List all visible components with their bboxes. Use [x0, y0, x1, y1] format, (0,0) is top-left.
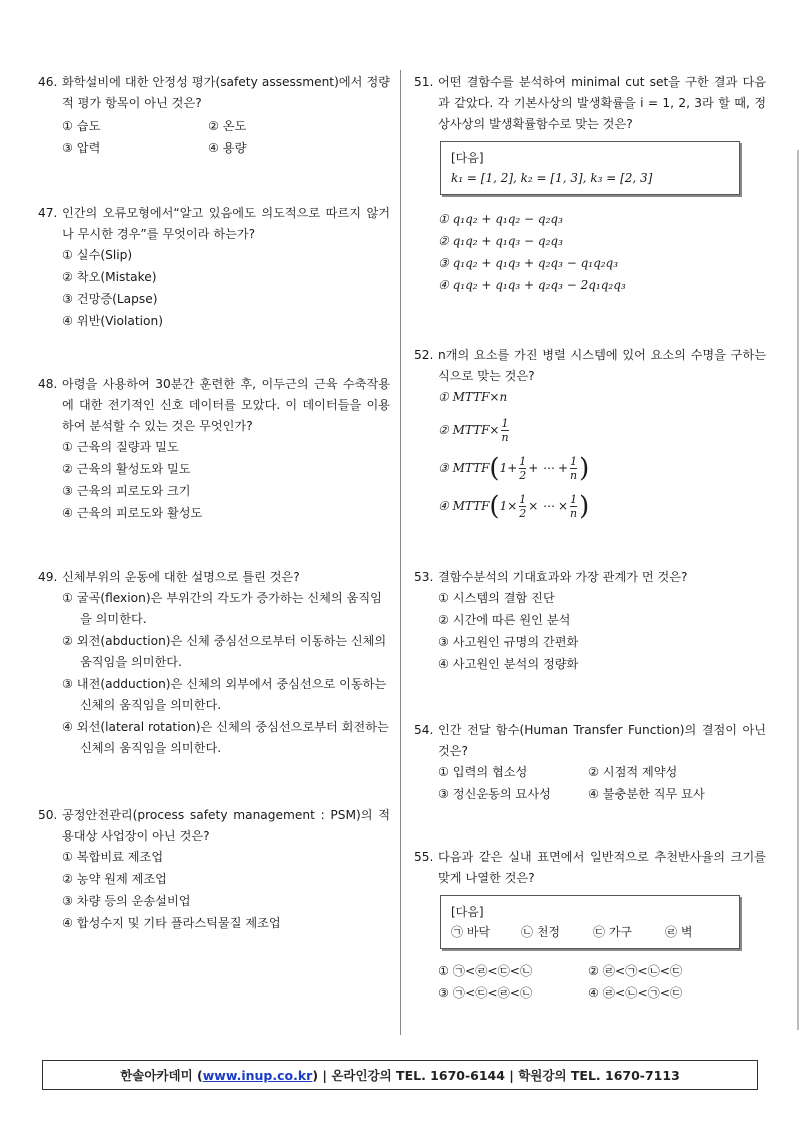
option-2[interactable]: ② ㉣<㉠<㉡<㉢ — [588, 964, 683, 978]
option-2[interactable]: ② 근육의 활성도와 밀도 — [62, 462, 191, 476]
question-52 — [414, 345, 766, 525]
option-3[interactable]: ③ 압력 — [62, 141, 101, 155]
question-number: 49. — [38, 570, 58, 584]
option-1[interactable]: ① 시스템의 결함 진단 — [438, 591, 555, 605]
question-53 — [414, 567, 766, 676]
option-4[interactable]: ④ ㉣<㉡<㉠<㉢ — [588, 986, 683, 1000]
question-50 — [38, 805, 390, 935]
option-2[interactable]: ② q₁q₂ + q₁q₃ − q₂q₃ — [438, 234, 563, 248]
option-4[interactable]: ④ 외선(lateral rotation)은 신체의 중심선으로부터 회전하는 신체의 움직임을 의미한다. — [62, 720, 389, 755]
option-1[interactable]: ① ㉠<㉣<㉢<㉡ — [438, 964, 533, 978]
option-2[interactable]: ② 시점적 제약성 — [588, 765, 678, 779]
option-1[interactable]: ① 복합비료 제조업 — [62, 850, 164, 864]
question-54 — [414, 720, 766, 806]
option-3[interactable]: ③ 정신운동의 묘사성 — [438, 787, 551, 801]
question-text: 인간 전달 함수(Human Transfer Function)의 결점이 아닌 것은? — [438, 723, 766, 758]
option-4[interactable]: ④ q₁q₂ + q₁q₃ + q₂q₃ − 2q₁q₂q₃ — [438, 278, 626, 292]
option-1[interactable]: ① 굴곡(flexion)은 부위간의 각도가 증가하는 신체의 움직임을 의미한다. — [62, 591, 382, 626]
website-link[interactable]: www.inup.co.kr — [202, 1068, 313, 1083]
question-48 — [38, 374, 390, 525]
option-3[interactable]: ③ MTTF(1+ $\frac{1}{2}$ + ⋯ + $\frac{1}{n}$ ) — [438, 453, 590, 484]
question-number: 51. — [414, 75, 434, 89]
option-2[interactable]: ② 농약 원제 제조업 — [62, 872, 167, 886]
option-2[interactable]: ② 시간에 따른 원인 분석 — [438, 613, 571, 627]
box-item-ceiling: ㉡ 천정 — [521, 925, 560, 939]
option-1[interactable]: ① 실수(Slip) — [62, 248, 133, 262]
question-number: 52. — [414, 348, 434, 362]
question-51 — [414, 72, 766, 297]
option-4[interactable]: ④ 근육의 피로도와 활성도 — [62, 506, 203, 520]
question-text: 어떤 결함수를 분석하여 minimal cut set을 구한 결과 다음과 같았다. 각 기본사상의 발생확률을 i = 1, 2, 3라 할 때, 정상사상의 발생확률함수로 맞는 것은? — [438, 75, 766, 131]
question-46 — [38, 72, 390, 160]
question-text: 신체부위의 운동에 대한 설명으로 틀린 것은? — [62, 570, 300, 584]
option-3[interactable]: ③ 건망증(Lapse) — [62, 292, 158, 306]
box-item-furniture: ㉢ 가구 — [593, 925, 632, 939]
page-edge-line — [797, 150, 799, 1030]
option-3[interactable]: ③ q₁q₂ + q₁q₃ + q₂q₃ − q₁q₂q₃ — [438, 256, 619, 270]
question-number: 48. — [38, 377, 58, 391]
question-text: 화학설비에 대한 안정성 평가(safety assessment)에서 정량적 평가 항목이 아닌 것은? — [62, 75, 390, 110]
question-text: 다음과 같은 실내 표면에서 일반적으로 추천반사율의 크기를 맞게 나열한 것은? — [438, 850, 766, 885]
contact-info: ) | 온라인강의 TEL. 1670-6144 | 학원강의 TEL. 1670-7113 — [312, 1068, 680, 1083]
option-2[interactable]: ② 착오(Mistake) — [62, 270, 157, 284]
question-number: 54. — [414, 723, 434, 737]
option-3[interactable]: ③ 근육의 피로도와 크기 — [62, 484, 191, 498]
box-content: k₁ = [1, 2], k₂ = [1, 3], k₃ = [2, 3] — [451, 171, 653, 185]
option-3[interactable]: ③ 사고원인 규명의 간편화 — [438, 635, 579, 649]
option-2[interactable]: ② 외전(abduction)은 신체 중심선으로부터 이동하는 신체의 움직임을 의미한다. — [62, 634, 387, 669]
question-number: 47. — [38, 206, 58, 220]
option-1[interactable]: ① 습도 — [62, 119, 101, 133]
academy-name: 한솔아카데미 ( — [120, 1068, 203, 1083]
question-text: 결함수분석의 기대효과와 가장 관계가 먼 것은? — [438, 570, 688, 584]
question-55 — [414, 847, 766, 1005]
option-2[interactable]: ② 온도 — [208, 119, 247, 133]
question-47 — [38, 203, 390, 333]
given-box — [440, 141, 740, 195]
option-1[interactable]: ① 입력의 협소성 — [438, 765, 528, 779]
option-4[interactable]: ④ MTTF(1× $\frac{1}{2}$ × ⋯ × $\frac{1}{n}$ ) — [438, 491, 590, 522]
question-number: 50. — [38, 808, 58, 822]
box-title: [다음] — [451, 905, 484, 919]
question-text: 아령을 사용하여 30분간 훈련한 후, 이두근의 근육 수축작용에 대한 전기적인 신호 데이터를 모았다. 이 데이터들을 이용하여 분석할 수 있는 것은 무엇인가? — [62, 377, 390, 433]
question-text: 인간의 오류모형에서“알고 있음에도 의도적으로 따르지 않거나 무시한 경우”를 무엇이라 하는가? — [62, 206, 390, 241]
given-box — [440, 895, 740, 949]
question-number: 53. — [414, 570, 434, 584]
box-item-wall: ㉣ 벽 — [665, 925, 693, 939]
option-3[interactable]: ③ 내전(adduction)은 신체의 외부에서 중심선으로 이동하는 신체의 움직임을 의미한다. — [62, 677, 387, 712]
box-item-floor: ㉠ 바닥 — [451, 925, 490, 939]
question-number: 46. — [38, 75, 58, 89]
option-4[interactable]: ④ 위반(Violation) — [62, 314, 163, 328]
column-divider — [400, 70, 401, 1035]
option-1[interactable]: ① q₁q₂ + q₁q₂ − q₂q₃ — [438, 212, 563, 226]
option-3[interactable]: ③ ㉠<㉢<㉣<㉡ — [438, 986, 533, 1000]
question-text: 공정안전관리(process safety management : PSM)의 적용대상 사업장이 아닌 것은? — [62, 808, 390, 843]
option-4[interactable]: ④ 용량 — [208, 141, 247, 155]
option-3[interactable]: ③ 차량 등의 운송설비업 — [62, 894, 191, 908]
question-number: 55. — [414, 850, 434, 864]
footer-banner — [42, 1060, 758, 1090]
question-49 — [38, 567, 390, 760]
option-1[interactable]: ① MTTF×n — [438, 390, 508, 404]
option-4[interactable]: ④ 합성수지 및 기타 플라스틱물질 제조업 — [62, 916, 281, 930]
option-4[interactable]: ④ 불충분한 직무 묘사 — [588, 787, 705, 801]
option-4[interactable]: ④ 사고원인 분석의 정량화 — [438, 657, 579, 671]
option-1[interactable]: ① 근육의 질량과 밀도 — [62, 440, 179, 454]
option-2[interactable]: ② MTTF× $\frac{1}{n}$ — [438, 417, 509, 444]
question-text: n개의 요소를 가진 병렬 시스템에 있어 요소의 수명을 구하는 식으로 맞는 것은? — [438, 348, 766, 383]
box-title: [다음] — [451, 151, 484, 165]
